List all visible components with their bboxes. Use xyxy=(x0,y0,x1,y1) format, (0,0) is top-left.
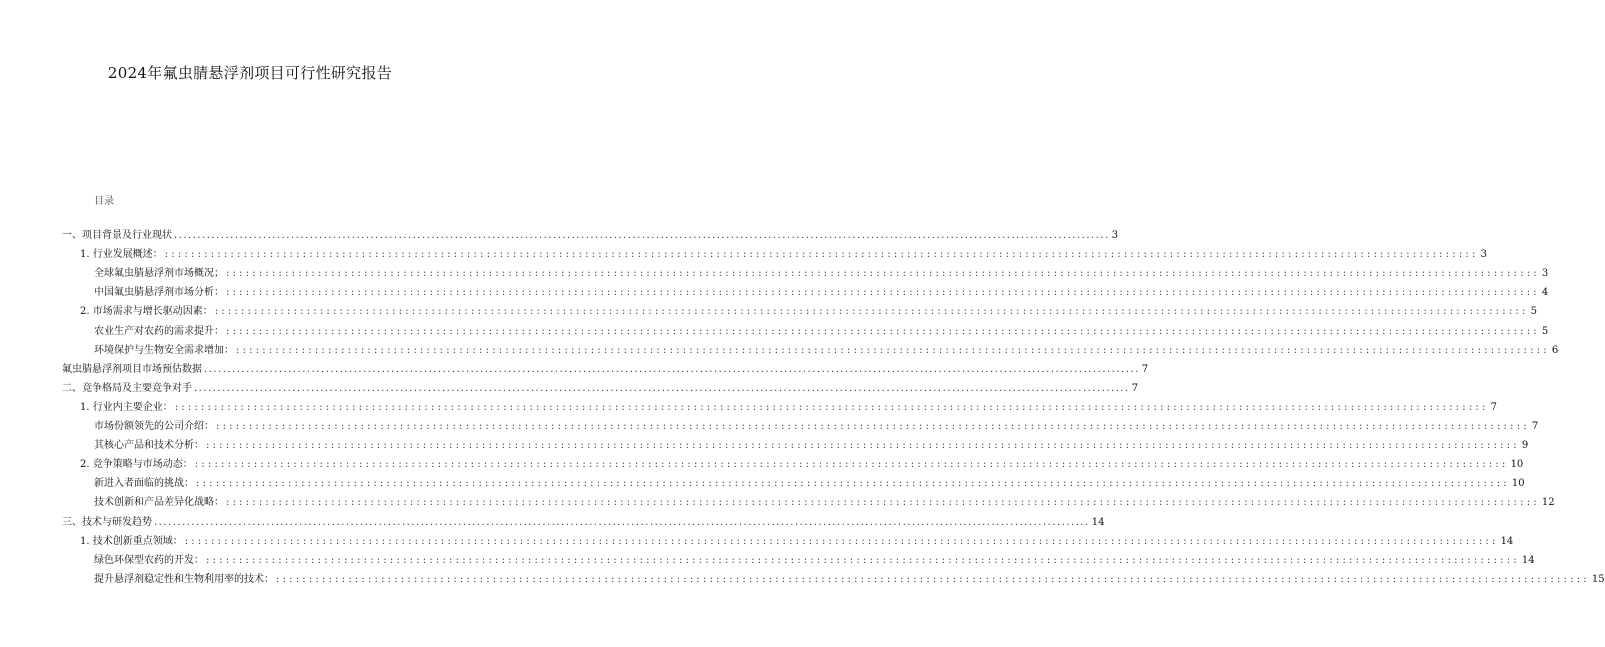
toc-heading: 目录 xyxy=(94,196,114,207)
toc-page-number: 15 xyxy=(1591,573,1605,585)
toc-entry[interactable] xyxy=(94,496,1555,510)
toc-page-number: 4 xyxy=(1541,287,1549,299)
toc-page-number: 3 xyxy=(1111,230,1119,241)
toc-leader: :::::::::::::::::::::::::::::::::::::::::::::::::::::::::::::::::::::::::::::::::::::::::::::::::::::::::::::::::::::::::::::::::::::::::::::::::::::::::::::::::::::::::::::::::::::::::::::::::::::::: xyxy=(174,401,1489,413)
toc-entry[interactable] xyxy=(94,267,1549,281)
toc-page-number: 12 xyxy=(1541,497,1555,509)
toc-leader: ........................................................................................................................................................................................................ xyxy=(174,230,1110,241)
toc-entry[interactable] xyxy=(94,325,1549,339)
toc-entry[interactable] xyxy=(80,248,1487,262)
toc-entry-label: 环境保护与生物安全需求增加： xyxy=(94,344,234,356)
toc-leader: ........................................................................................................................................................................................................ xyxy=(194,382,1130,394)
toc-page-number: 10 xyxy=(1511,478,1525,490)
toc-leader: :::::::::::::::::::::::::::::::::::::::::::::::::::::::::::::::::::::::::::::::::::::::::::::::::::::::::::::::::::::::::::::::::::::::::::::::::::::::::::::::::::::::::::::::::::::::::::::::::::::::: xyxy=(206,440,1520,452)
document-title: 2024年氟虫腈悬浮剂项目可行性研究报告 xyxy=(107,64,393,82)
toc-leader: :::::::::::::::::::::::::::::::::::::::::::::::::::::::::::::::::::::::::::::::::::::::::::::::::::::::::::::::::::::::::::::::::::::::::::::::::::::::::::::::::::::::::::::::::::::::::::::::::::::::: xyxy=(196,478,1510,490)
toc-leader: :::::::::::::::::::::::::::::::::::::::::::::::::::::::::::::::::::::::::::::::::::::::::::::::::::::::::::::::::::::::::::::::::::::::::::::::::::::::::::::::::::::::::::::::::::::::::::::::::::::::: xyxy=(214,306,1529,318)
toc-page-number: 3 xyxy=(1541,268,1549,280)
toc-entry[interactable] xyxy=(94,554,1535,568)
toc-page-number: 6 xyxy=(1551,344,1559,356)
toc-entry[interactable] xyxy=(94,573,1605,587)
toc-page-number: 5 xyxy=(1541,325,1549,337)
toc-entry-label: 氟虫腈悬浮剂项目市场预估数据 xyxy=(62,363,202,375)
toc-entry-label: 新进入者面临的挑战： xyxy=(94,478,194,490)
toc-entry-label: 一、项目背景及行业现状 xyxy=(62,230,172,241)
toc-page-number: 14 xyxy=(1521,554,1535,566)
toc-leader: :::::::::::::::::::::::::::::::::::::::::::::::::::::::::::::::::::::::::::::::::::::::::::::::::::::::::::::::::::::::::::::::::::::::::::::::::::::::::::::::::::::::::::::::::::::::::::::::::::::::: xyxy=(226,287,1540,299)
toc-leader: :::::::::::::::::::::::::::::::::::::::::::::::::::::::::::::::::::::::::::::::::::::::::::::::::::::::::::::::::::::::::::::::::::::::::::::::::::::::::::::::::::::::::::::::::::::::::::::::::::::::: xyxy=(236,344,1550,356)
toc-leader: :::::::::::::::::::::::::::::::::::::::::::::::::::::::::::::::::::::::::::::::::::::::::::::::::::::::::::::::::::::::::::::::::::::::::::::::::::::::::::::::::::::::::::::::::::::::::::::::::::::::: xyxy=(184,535,1499,547)
toc-entry[interactable] xyxy=(94,439,1529,453)
toc-leader: :::::::::::::::::::::::::::::::::::::::::::::::::::::::::::::::::::::::::::::::::::::::::::::::::::::::::::::::::::::::::::::::::::::::::::::::::::::::::::::::::::::::::::::::::::::::::::::::::::::::: xyxy=(226,325,1540,337)
toc-leader: :::::::::::::::::::::::::::::::::::::::::::::::::::::::::::::::::::::::::::::::::::::::::::::::::::::::::::::::::::::::::::::::::::::::::::::::::::::::::::::::::::::::::::::::::::::::::::::::::::::::: xyxy=(206,554,1520,566)
toc-entry-label: 其核心产品和技术分析： xyxy=(94,440,204,452)
toc-page-number: 14 xyxy=(1091,516,1105,528)
toc-entry-label: 二、竞争格局及主要竞争对手 xyxy=(62,382,192,394)
toc-leader: :::::::::::::::::::::::::::::::::::::::::::::::::::::::::::::::::::::::::::::::::::::::::::::::::::::::::::::::::::::::::::::::::::::::::::::::::::::::::::::::::::::::::::::::::::::::::::::::::::::::: xyxy=(226,268,1540,280)
toc-entry-label: 市场份额领先的公司介绍： xyxy=(94,421,214,432)
toc-entry-label: 1. 技术创新重点领域： xyxy=(80,535,183,547)
toc-page-number: 7 xyxy=(1490,401,1497,413)
toc-entry-label: 绿色环保型农药的开发： xyxy=(94,554,204,566)
toc-page-number: 10 xyxy=(1510,459,1524,471)
toc-entry-label: 农业生产对农药的需求提升： xyxy=(94,325,224,337)
toc-entry-label: 技术创新和产品差异化战略： xyxy=(94,497,224,509)
toc-page-number: 7 xyxy=(1131,382,1139,394)
toc-leader: :::::::::::::::::::::::::::::::::::::::::::::::::::::::::::::::::::::::::::::::::::::::::::::::::::::::::::::::::::::::::::::::::::::::::::::::::::::::::::::::::::::::::::::::::::::::::::::::::::::::: xyxy=(164,249,1479,261)
toc-entry[interactable] xyxy=(94,344,1559,358)
toc-entry-label: 1. 行业发展概述： xyxy=(80,249,163,261)
toc-leader: ........................................................................................................................................................................................................ xyxy=(154,516,1090,528)
toc-page-number: 3 xyxy=(1480,249,1487,261)
toc-entry-label: 提升悬浮剂稳定性和生物利用率的技术： xyxy=(94,573,274,585)
toc-leader: :::::::::::::::::::::::::::::::::::::::::::::::::::::::::::::::::::::::::::::::::::::::::::::::::::::::::::::::::::::::::::::::::::::::::::::::::::::::::::::::::::::::::::::::::::::::::::::::::::::::: xyxy=(194,459,1509,471)
toc-entry[interactable] xyxy=(94,420,1539,434)
toc-entry[interactable] xyxy=(80,401,1497,415)
toc-entry[interactable] xyxy=(80,305,1537,319)
toc-leader: :::::::::::::::::::::::::::::::::::::::::::::::::::::::::::::::::::::::::::::::::::::::::::::::::::::::::::::::::::::::::::::::::::::::::::::::::::::::::::::::::::::::::::::::::::::::::::::::::::::::: xyxy=(276,573,1590,585)
toc-entry[interactable] xyxy=(62,382,1139,396)
toc-page-number: 14 xyxy=(1500,535,1514,547)
toc-entry[interactable] xyxy=(80,535,1514,549)
toc-entry[interactable] xyxy=(62,363,1149,377)
toc-entry-label: 1. 行业内主要企业： xyxy=(80,401,173,413)
toc-entry[interactable] xyxy=(62,516,1105,530)
toc-entry-label: 全球氟虫腈悬浮剂市场概况； xyxy=(94,268,224,280)
toc-page-number: 5 xyxy=(1530,306,1537,318)
toc-page-number: 9 xyxy=(1521,440,1529,452)
toc-leader: :::::::::::::::::::::::::::::::::::::::::::::::::::::::::::::::::::::::::::::::::::::::::::::::::::::::::::::::::::::::::::::::::::::::::::::::::::::::::::::::::::::::::::::::::::::::::::::::::::::::: xyxy=(216,421,1530,432)
toc-leader: ........................................................................................................................................................................................................ xyxy=(204,363,1140,375)
toc-entry[interactable] xyxy=(62,229,1119,243)
toc-entry[interactable] xyxy=(94,286,1549,300)
toc-page-number: 7 xyxy=(1531,421,1539,432)
toc-leader: :::::::::::::::::::::::::::::::::::::::::::::::::::::::::::::::::::::::::::::::::::::::::::::::::::::::::::::::::::::::::::::::::::::::::::::::::::::::::::::::::::::::::::::::::::::::::::::::::::::::: xyxy=(226,497,1540,509)
toc-entry-label: 2. 竞争策略与市场动态： xyxy=(80,459,193,471)
toc-entry-label: 三、技术与研发趋势 xyxy=(62,516,152,528)
toc-entry[interactable] xyxy=(80,458,1524,472)
toc-page-number: 7 xyxy=(1141,363,1149,375)
toc-entry-label: 2. 市场需求与增长驱动因素： xyxy=(80,306,213,318)
toc-entry-label: 中国氟虫腈悬浮剂市场分析： xyxy=(94,287,224,299)
toc-entry[interactable] xyxy=(94,477,1525,491)
